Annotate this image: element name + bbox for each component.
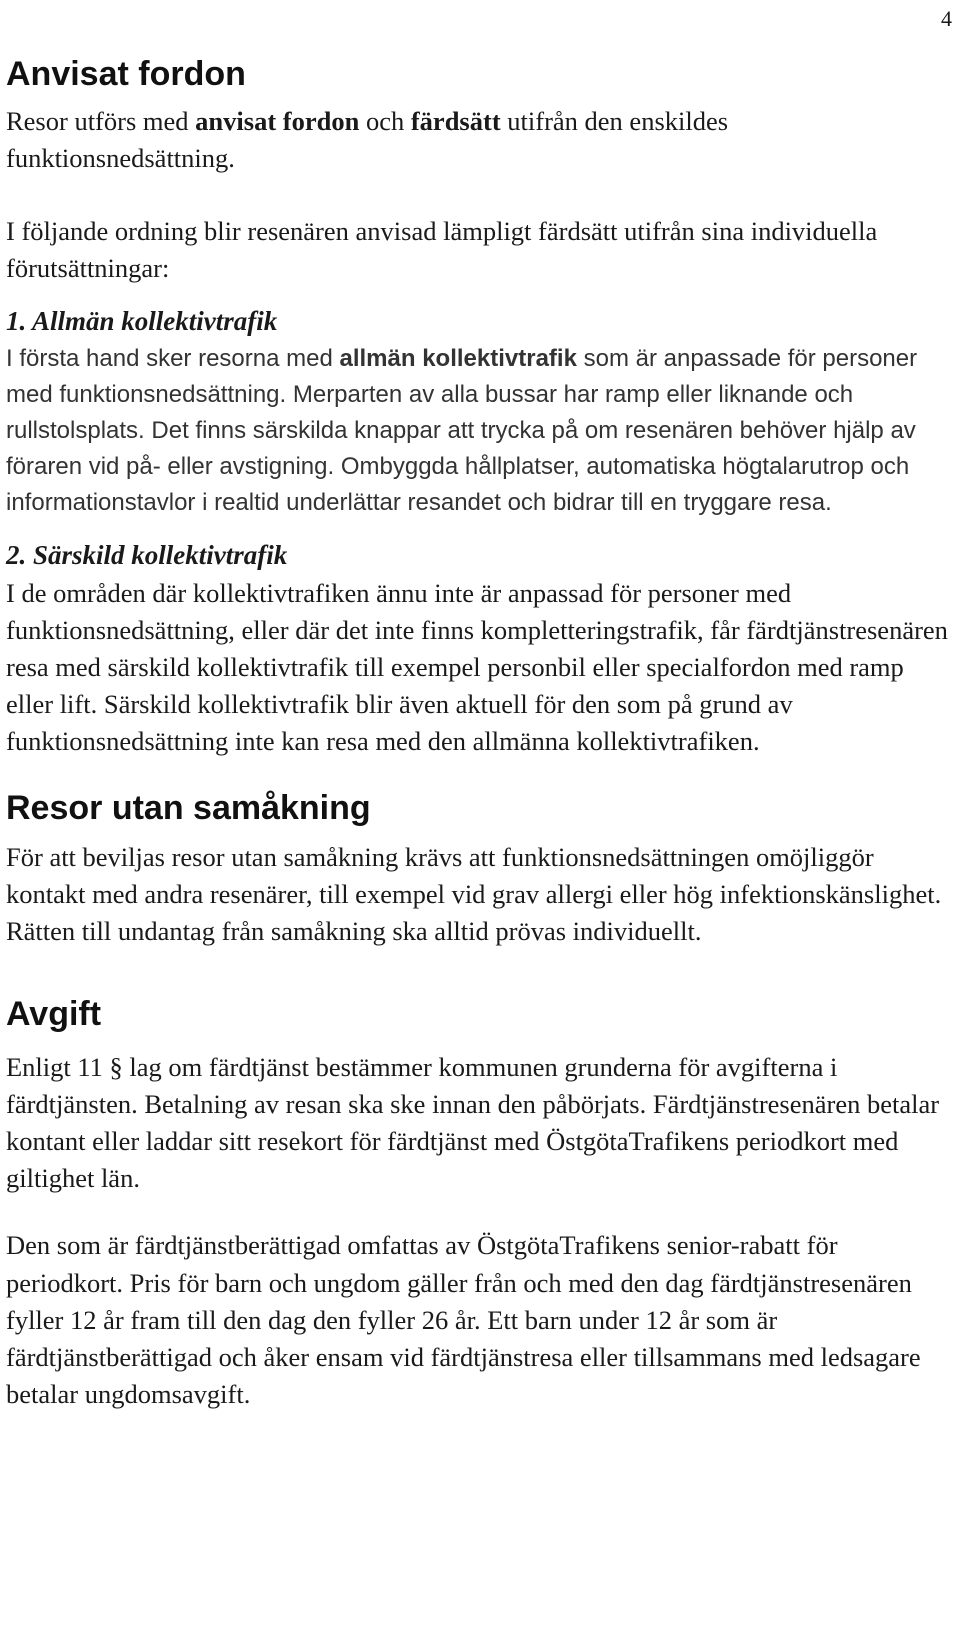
page-number: 4 <box>941 6 952 31</box>
samakning-paragraph: För att beviljas resor utan samåkning krävs att funktionsnedsättningen omöjliggör kontakt med andra resenärer, till exempel vid grav allergi eller hög infektionskänslighet. Rätten till undantag från samåkning ska alltid prövas individuellt. <box>6 842 942 947</box>
avgift-paragraph-2: Den som är färdtjänstberättigad omfattas av ÖstgötaTrafikens senior-rabatt för periodkort. Pris för barn och ungdom gäller från och med den dag färdtjänstresenären fyller 12 år fram till den dag den fyller 26 år. Ett barn under 12 år som är färdtjänstberättigad och åker ensam vid färdtjänstresa eller tillsammans med ledsagare betalar ungdomsavgift. <box>6 1230 921 1409</box>
heading-anvisat-fordon: Anvisat fordon <box>6 55 246 93</box>
subheading-allman-kollektivtrafik: 1. Allmän kollektivtrafik <box>6 306 278 337</box>
subheading-sarskild-kollektivtrafik: 2. Särskild kollektivtrafik <box>6 539 288 570</box>
intro-paragraph: Resor utförs med anvisat fordon och färdsätt utifrån den enskildes funktionsnedsättning. <box>6 105 729 173</box>
avgift-paragraph-1: Enligt 11 § lag om färdtjänst bestämmer kommunen grunderna för avgifterna i färdtjänsten. Betalning av resan ska ske innan den påbörjats. Färdtjänstresenären betalar kontant eller laddar sitt resekort för färdtjänst med ÖstgötaTrafikens periodkort med giltighet län. <box>6 1052 940 1194</box>
heading-resor-utan-samakning: Resor utan samåkning <box>6 789 371 828</box>
document-body <box>6 54 956 1413</box>
order-paragraph: I följande ordning blir resenären anvisad lämpligt färdsätt utifrån sina individuella förutsättningar: <box>6 215 878 284</box>
sarskild-kollektivtrafik-paragraph: I de områden där kollektivtrafiken ännu inte är anpassad för personer med funktionsnedsättning, eller där det inte finns kompletteringstrafik, får färdtjänstresenären resa med särskild kollektivtrafik till exempel personbil eller specialfordon med ramp eller lift. Särskild kollektivtrafik blir även aktuell för den som på grund av funktionsnedsättning inte kan resa med den allmänna kollektivtrafiken. <box>6 577 948 757</box>
heading-avgift: Avgift <box>6 995 102 1034</box>
allman-kollektivtrafik-paragraph: I första hand sker resorna med allmän kollektivtrafik som är anpassade för personer med funktionsnedsättning. Merparten av alla bussar har ramp eller liknande och rullstolsplats. Det finns särskilda knappar att trycka på om resenären behöver hjälp av föraren vid på- eller avstigning. Ombyggda hållplatser, automatiska högtalarutrop och informationstavlor i realtid underlättar resandet och bidrar till en tryggare resa. <box>6 344 918 516</box>
